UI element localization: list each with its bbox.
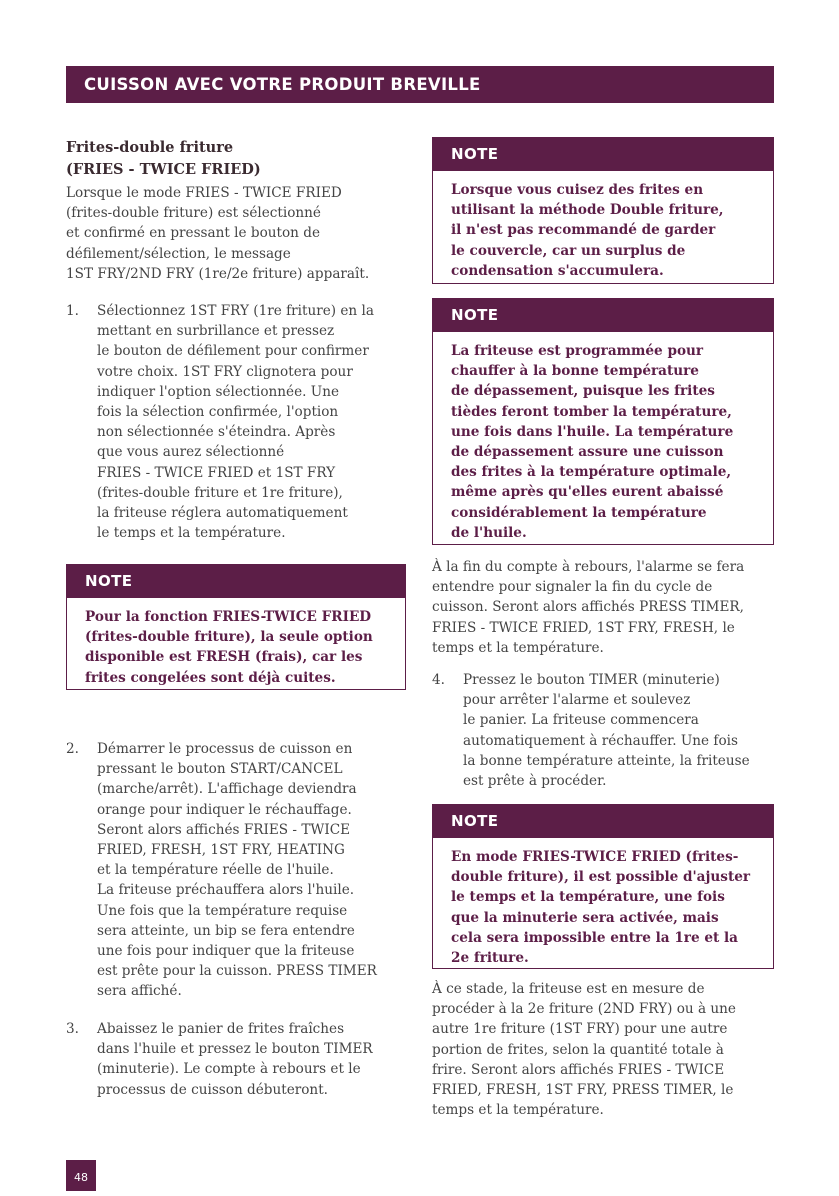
text-line: entendre pour signaler la fin du cycle de (432, 579, 713, 596)
text-line: Abaissez le panier de frites fraîches (97, 1021, 345, 1037)
text-line: processus de cuisson débuteront. (97, 1081, 328, 1098)
intro-paragraph (66, 183, 406, 284)
paragraph (432, 979, 774, 1120)
text-line: (frites-double friture), la seule option (85, 629, 373, 646)
text-line: votre choix. 1ST FRY clignotera pour (97, 363, 353, 380)
note-title: NOTE (433, 805, 773, 838)
text-line: Pressez le bouton TIMER (minuterie) (463, 672, 720, 688)
text-line: est prête pour la cuisson. PRESS TIMER (97, 963, 377, 980)
note-body (433, 171, 773, 281)
text-line: temps et la température. (432, 1102, 604, 1119)
note-body (67, 598, 405, 688)
text-line: utilisant la méthode Double friture, (451, 202, 724, 219)
text-line: condensation s'accumulera. (451, 262, 664, 279)
page-number: 48 (66, 1160, 96, 1191)
text-line: Lorsque le mode FRIES - TWICE FRIED (66, 185, 342, 201)
text-line: FRIES - TWICE FRIED et 1ST FRY (97, 464, 336, 481)
text-line: le panier. La friteuse commencera (463, 712, 699, 729)
step-number: 3. (66, 1021, 79, 1037)
heading-line: Frites-double friture (66, 139, 234, 156)
text-line: pour arrêter l'alarme et soulevez (463, 692, 691, 709)
note-box (432, 137, 774, 284)
text-line: À ce stade, la friteuse est en mesure de (432, 981, 705, 997)
text-line: Une fois que la température requise (97, 902, 348, 919)
text-line: disponible est FRESH (frais), car les (85, 649, 363, 666)
note-box (432, 298, 774, 545)
text-line: que la minuterie sera activée, mais (451, 909, 719, 926)
text-line: même après qu'elles eurent abaissé (451, 484, 724, 501)
text-line: 1ST FRY/2ND FRY (1re/2e friture) apparaît. (66, 265, 370, 282)
text-line: défilement/sélection, le message (66, 245, 291, 262)
text-line: 2e friture. (451, 950, 529, 967)
text-line: automatiquement à réchauffer. Une fois (463, 732, 738, 749)
text-line: indiquer l'option sélectionnée. Une (97, 383, 340, 400)
text-line: (marche/arrêt). L'affichage deviendra (97, 781, 357, 798)
text-line: (minuterie). Le compte à rebours et le (97, 1061, 361, 1078)
text-line: cuisson. Seront alors affichés PRESS TIMER, (432, 599, 744, 616)
text-line: (frites-double friture et 1re friture), (97, 484, 343, 501)
text-line: frites congelées sont déjà cuites. (85, 669, 336, 686)
text-line: de l'huile. (451, 524, 527, 541)
text-line: FRIED, FRESH, 1ST FRY, HEATING (97, 842, 345, 859)
note-body (433, 838, 773, 968)
text-line: Démarrer le processus de cuisson en (97, 741, 353, 757)
section-heading (66, 137, 406, 181)
text-line: temps et la température. (432, 639, 604, 656)
text-line: la friteuse réglera automatiquement (97, 505, 348, 522)
text-line: dans l'huile et pressez le bouton TIMER (97, 1041, 373, 1058)
step-number: 4. (432, 672, 445, 688)
step-number: 1. (66, 303, 79, 319)
text-line: En mode FRIES-TWICE FRIED (frites- (451, 849, 739, 865)
text-line: sera affiché. (97, 983, 182, 1000)
text-line: et la température réelle de l'huile. (97, 862, 334, 879)
step-number: 2. (66, 741, 79, 757)
text-line: Sélectionnez 1ST FRY (1re friture) en la (97, 303, 374, 319)
text-line: une fois dans l'huile. La température (451, 423, 734, 440)
step-text (97, 739, 377, 1002)
note-title: NOTE (67, 565, 405, 598)
text-line: le temps et la température. (97, 525, 286, 542)
text-line: frire. Seront alors affichés FRIES - TWICE (432, 1061, 725, 1078)
text-line: procéder à la 2e friture (2ND FRY) ou à une (432, 1001, 736, 1018)
text-line: cela sera impossible entre la 1re et la (451, 929, 738, 946)
text-line: Lorsque vous cuisez des frites en (451, 182, 704, 198)
text-line: la bonne température atteinte, la friteuse (463, 752, 750, 769)
text-line: portion de frites, selon la quantité totale à (432, 1041, 724, 1058)
text-line: orange pour indiquer le réchauffage. (97, 801, 352, 818)
text-line: non sélectionnée s'éteindra. Après (97, 424, 336, 441)
text-line: double friture), il est possible d'ajuster (451, 869, 751, 886)
paragraph (432, 557, 774, 658)
text-line: le couvercle, car un surplus de (451, 242, 686, 259)
step-text (97, 1019, 373, 1100)
text-line: (frites-double friture) est sélectionné (66, 205, 321, 222)
note-title: NOTE (433, 299, 773, 332)
text-line: tièdes feront tomber la température, (451, 403, 732, 420)
text-line: et confirmé en pressant le bouton de (66, 225, 320, 242)
text-line: considérablement la température (451, 504, 707, 521)
text-line: chauffer à la bonne température (451, 363, 699, 380)
step-text (97, 301, 374, 543)
text-line: de dépassement assure une cuisson (451, 444, 724, 461)
text-line: fois la sélection confirmée, l'option (97, 404, 339, 421)
text-line: le temps et la température, une fois (451, 889, 725, 906)
note-box (66, 564, 406, 690)
text-line: que vous aurez sélectionné (97, 444, 285, 461)
text-line: est prête à procéder. (463, 773, 607, 790)
text-line: FRIED, FRESH, 1ST FRY, PRESS TIMER, le (432, 1082, 734, 1099)
step-text (463, 670, 750, 791)
text-line: FRIES - TWICE FRIED, 1ST FRY, FRESH, le (432, 619, 735, 636)
text-line: À la fin du compte à rebours, l'alarme se fera (432, 559, 745, 575)
note-box (432, 804, 774, 969)
text-line: le bouton de défilement pour confirmer (97, 343, 369, 360)
section-header: CUISSON AVEC VOTRE PRODUIT BREVILLE (66, 66, 774, 103)
text-line: une fois pour indiquer que la friteuse (97, 943, 355, 960)
note-title: NOTE (433, 138, 773, 171)
text-line: de dépassement, puisque les frites (451, 383, 715, 400)
text-line: pressant le bouton START/CANCEL (97, 761, 343, 778)
text-line: Seront alors affichés FRIES - TWICE (97, 821, 351, 838)
heading-line: (FRIES - TWICE FRIED) (66, 161, 261, 178)
text-line: mettant en surbrillance et pressez (97, 323, 335, 340)
text-line: il n'est pas recommandé de garder (451, 222, 716, 239)
text-line: des frites à la température optimale, (451, 464, 732, 481)
note-body (433, 332, 773, 543)
text-line: La friteuse est programmée pour (451, 343, 704, 359)
text-line: autre 1re friture (1ST FRY) pour une autre (432, 1021, 728, 1038)
text-line: Pour la fonction FRIES-TWICE FRIED (85, 609, 372, 625)
text-line: sera atteinte, un bip se fera entendre (97, 922, 355, 939)
text-line: La friteuse préchauffera alors l'huile. (97, 882, 355, 899)
